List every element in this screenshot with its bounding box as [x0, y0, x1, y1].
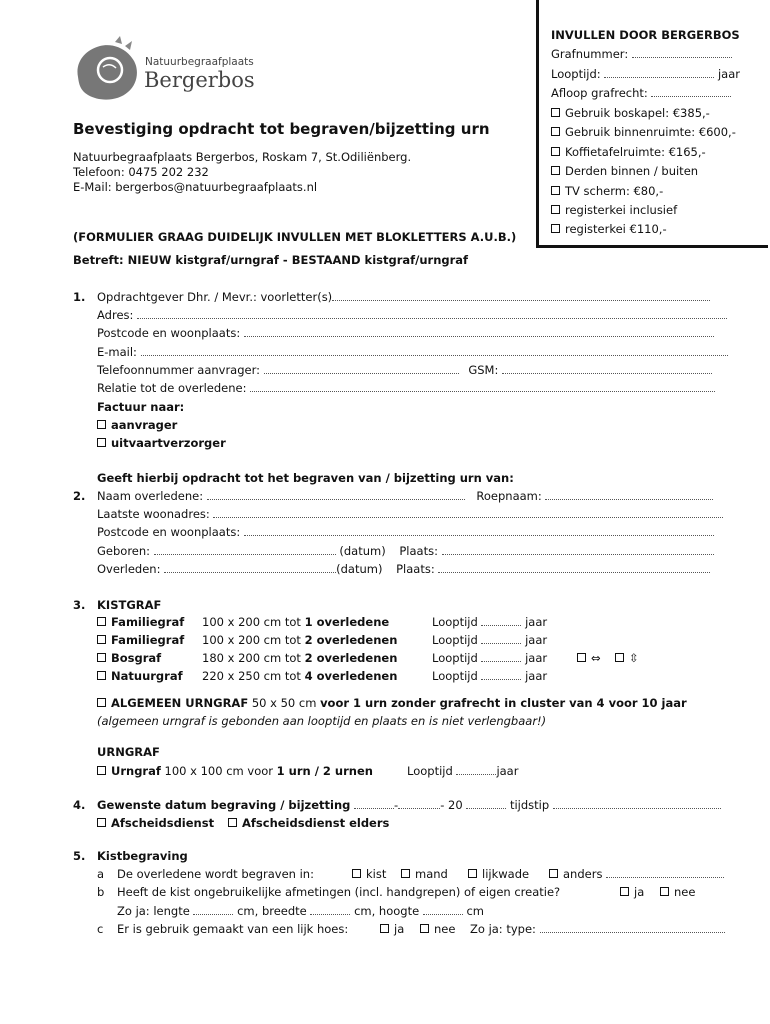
option-label: registerkei €110,- [565, 222, 667, 236]
kistgraf-option[interactable] [97, 649, 161, 667]
kistbegraving-title: Kistbegraving [97, 849, 188, 863]
datum-label: (datum) [339, 544, 386, 558]
grave-type-label: Familiegraf [111, 615, 185, 629]
looptijd-label: Looptijd [432, 615, 478, 629]
jaar-label: jaar [496, 764, 519, 778]
option-label: ja [394, 922, 405, 936]
postcode-label: Postcode en woonplaats: [97, 326, 241, 340]
checkbox[interactable] [551, 147, 560, 156]
opdrachtgever-label: Opdrachtgever Dhr. / Mevr.: voorletter(s) [97, 290, 333, 304]
grafnummer-field[interactable] [551, 45, 732, 63]
checkbox[interactable] [549, 869, 558, 878]
option-label: Afscheidsdienst elders [242, 816, 390, 830]
kist-option[interactable] [352, 865, 386, 883]
telefoon-field[interactable] [97, 361, 712, 379]
checkbox[interactable] [97, 671, 106, 680]
looptijd-field[interactable] [432, 649, 547, 667]
checkbox[interactable] [401, 869, 410, 878]
gsm-label: GSM: [468, 363, 499, 377]
option-label: Koffietafelruimte: €165,- [565, 145, 706, 159]
afscheidsdienst-elders-option[interactable] [228, 814, 389, 832]
section-2-number: 2. [73, 489, 86, 503]
org-phone: Telefoon: 0475 202 232 [73, 165, 209, 179]
relatie-field[interactable] [97, 379, 715, 397]
lijkhoes-ja-option[interactable] [380, 920, 404, 938]
date-separator: - [394, 798, 399, 812]
looptijd-label: Looptijd [432, 669, 478, 683]
lijkhoes-question: Er is gebruik gemaakt van een lijk hoes: [117, 922, 349, 936]
orientation-horizontal-option[interactable] [577, 649, 601, 667]
afmetingen-fields[interactable] [117, 902, 484, 920]
office-use-box [536, 0, 768, 248]
size-label: 100 x 200 cm tot [202, 615, 305, 629]
postcode-field[interactable] [97, 324, 714, 342]
urngraf-count: 1 urn / 2 urnen [276, 764, 373, 778]
naam-overledene-field[interactable] [97, 487, 713, 505]
opdrachtgever-field[interactable] [97, 288, 710, 306]
afmetingen-nee-option[interactable] [660, 883, 695, 901]
relatie-label: Relatie tot de overledene: [97, 381, 247, 395]
logo-emblem-icon [70, 32, 150, 110]
urngraf-size: 50 x 50 cm [248, 696, 321, 710]
count-label: 4 overledenen [304, 669, 398, 683]
algemeen-urngraf-note: (algemeen urngraf is gebonden aan looptijd en plaats en is niet verlengbaar!) [97, 714, 547, 728]
looptijd-field[interactable] [432, 667, 547, 685]
telefoon-label: Telefoonnummer aanvrager: [97, 363, 261, 377]
office-looptijd-field[interactable] [551, 65, 740, 83]
kistgraf-title: KISTGRAF [97, 598, 162, 612]
lijkhoes-type-field[interactable] [470, 920, 725, 938]
checkbox[interactable] [97, 635, 106, 644]
question-label: De overledene wordt begraven in: [117, 867, 314, 881]
kistgraf-option[interactable] [97, 613, 184, 631]
jaar-label: jaar [525, 651, 548, 665]
urngraf-option[interactable] [97, 762, 373, 780]
looptijd-field[interactable] [432, 613, 547, 631]
looptijd-label: Looptijd [432, 633, 478, 647]
postcode-overledene-field[interactable] [97, 523, 714, 541]
option-label: anders [563, 867, 603, 881]
checkbox[interactable] [97, 766, 106, 775]
option-label: Gebruik binnenruimte: €600,- [565, 125, 736, 139]
plaats-label: Plaats: [396, 562, 435, 576]
count-label: 1 overledene [304, 615, 390, 629]
checkbox[interactable] [380, 924, 389, 933]
factuur-label: Factuur naar: [97, 400, 185, 414]
checkbox[interactable] [660, 887, 669, 896]
kistgraf-option[interactable] [97, 667, 183, 685]
org-email: E-Mail: bergerbos@natuurbegraafplaats.nl [73, 180, 318, 194]
type-label: Zo ja: type: [470, 922, 536, 936]
cm-label: cm [466, 904, 485, 918]
option-label: kist [366, 867, 387, 881]
datum-label: (datum) [336, 562, 383, 576]
grafnummer-label: Grafnummer: [551, 47, 629, 61]
anders-option[interactable] [549, 865, 724, 883]
grave-type-label: Natuurgraf [111, 669, 183, 683]
urngraf-name: Urngraf [111, 764, 161, 778]
postcode-label: Postcode en woonplaats: [97, 525, 241, 539]
option-label: uitvaartverzorger [111, 436, 226, 450]
email-label: E-mail: [97, 345, 137, 359]
checkbox[interactable] [97, 420, 106, 429]
item-a-letter: a [97, 867, 105, 881]
size-label: 220 x 250 cm tot [202, 669, 305, 683]
office-box-title: INVULLEN DOOR BERGERBOS [551, 28, 740, 42]
item-b-letter: b [97, 885, 105, 899]
geboren-label: Geboren: [97, 544, 151, 558]
afmetingen-ja-option[interactable] [620, 883, 644, 901]
hoogte-label: cm, hoogte [354, 904, 420, 918]
lijkwade-option[interactable] [468, 865, 529, 883]
count-label: 2 overledenen [304, 633, 398, 647]
roepnaam-label: Roepnaam: [476, 489, 542, 503]
office-looptijd-label: Looptijd: [551, 67, 601, 81]
kistgraf-option[interactable] [97, 631, 184, 649]
option-label: mand [415, 867, 448, 881]
adres-field[interactable] [97, 306, 727, 324]
logo-subtitle: Natuurbegraafplaats [145, 56, 254, 68]
woonadres-field[interactable] [97, 505, 723, 523]
option-label: nee [434, 922, 456, 936]
breedte-label: cm, breedte [237, 904, 307, 918]
office-jaar-label: jaar [717, 67, 740, 81]
section-3-number: 3. [73, 598, 86, 612]
mand-option[interactable] [401, 865, 448, 883]
looptijd-field[interactable] [432, 631, 547, 649]
begraven-in-question [117, 865, 314, 883]
count-label: 2 overledenen [304, 651, 398, 665]
jaar-label: jaar [525, 633, 548, 647]
looptijd-label: Looptijd [432, 651, 478, 665]
option-label: registerkei inclusief [565, 203, 678, 217]
geboren-field[interactable] [97, 542, 714, 560]
option-label: Derden binnen / buiten [565, 164, 699, 178]
urngraf-title: URNGRAF [97, 745, 160, 759]
option-label: ja [634, 885, 645, 899]
checkbox[interactable] [468, 869, 477, 878]
checkbox[interactable] [97, 653, 106, 662]
plaats-label: Plaats: [399, 544, 438, 558]
jaar-label: jaar [525, 669, 548, 683]
org-address: Natuurbegraafplaats Bergerbos, Roskam 7, St.Odiliënberg. [73, 150, 412, 164]
looptijd-label: Looptijd [407, 764, 453, 778]
option-label: Afscheidsdienst [111, 816, 215, 830]
option-label: TV scherm: €80,- [565, 184, 664, 198]
lijkhoes-nee-option[interactable] [420, 920, 455, 938]
checkbox[interactable] [551, 205, 560, 214]
checkbox[interactable] [352, 869, 361, 878]
checkbox[interactable] [551, 127, 560, 136]
orientation-vertical-option[interactable] [615, 649, 639, 667]
section-5-number: 5. [73, 849, 86, 863]
grave-type-label: Bosgraf [111, 651, 162, 665]
item-c-letter: c [97, 922, 104, 936]
office-option[interactable] [551, 201, 677, 219]
vertical-arrow-icon: ⇳ [629, 651, 639, 665]
checkbox[interactable] [228, 818, 237, 827]
checkbox[interactable] [551, 186, 560, 195]
urngraf-description: voor 1 urn zonder grafrecht in cluster van 4 voor 10 jaar [320, 696, 687, 710]
size-label: 100 x 200 cm tot [202, 633, 305, 647]
logo-title: Bergerbos [144, 68, 255, 92]
afmetingen-question: Heeft de kist ongebruikelijke afmetingen (incl. handgrepen) of eigen creatie? [117, 885, 561, 899]
size-label: 180 x 200 cm tot [202, 651, 305, 665]
option-label: lijkwade [482, 867, 530, 881]
checkbox[interactable] [551, 108, 560, 117]
grave-size [202, 649, 397, 667]
year-prefix: - 20 [440, 798, 463, 812]
option-label: Gebruik boskapel: €385,- [565, 106, 710, 120]
page-title: Bevestiging opdracht tot begraven/bijzetting urn [73, 120, 490, 138]
option-label: aanvrager [111, 418, 178, 432]
tijdstip-label: tijdstip [509, 798, 550, 812]
section-4-number: 4. [73, 798, 86, 812]
urngraf-title: ALGEMEEN URNGRAF [111, 696, 249, 710]
adres-label: Adres: [97, 308, 134, 322]
jaar-label: jaar [525, 615, 548, 629]
afloop-label: Afloop grafrecht: [551, 86, 648, 100]
checkbox[interactable] [577, 653, 586, 662]
lengte-label: Zo ja: lengte [117, 904, 190, 918]
office-option[interactable] [551, 143, 706, 161]
grave-size [202, 613, 389, 631]
checkbox[interactable] [615, 653, 624, 662]
office-option[interactable] [551, 182, 663, 200]
checkbox[interactable] [97, 438, 106, 447]
overleden-label: Overleden: [97, 562, 161, 576]
checkbox[interactable] [551, 224, 560, 233]
urngraf-looptijd-field[interactable] [407, 762, 518, 780]
urngraf-size: 100 x 100 cm voor [160, 764, 277, 778]
office-option[interactable] [551, 104, 710, 122]
afscheidsdienst-option[interactable] [97, 814, 214, 832]
section-1-number: 1. [73, 290, 86, 304]
overleden-field[interactable] [97, 560, 710, 578]
datum-begraving-field[interactable] [97, 796, 721, 814]
factuur-uitvaartverzorger-option[interactable] [97, 434, 226, 452]
afloop-field[interactable] [551, 84, 731, 102]
checkbox[interactable] [97, 617, 106, 626]
naam-label: Naam overledene: [97, 489, 204, 503]
checkbox[interactable] [620, 887, 629, 896]
grave-size [202, 631, 397, 649]
office-option[interactable] [551, 220, 667, 238]
office-option[interactable] [551, 123, 736, 141]
checkbox[interactable] [97, 698, 106, 707]
email-field[interactable] [97, 343, 728, 361]
betreft-text: Betreft: NIEUW kistgraf/urngraf - BESTAAND kistgraf/urngraf [73, 253, 469, 267]
algemeen-urngraf-option[interactable] [97, 694, 687, 712]
section-2-intro: Geeft hierbij opdracht tot het begraven van / bijzetting urn van: [97, 471, 514, 485]
checkbox[interactable] [551, 166, 560, 175]
checkbox[interactable] [97, 818, 106, 827]
option-label: nee [674, 885, 696, 899]
woonadres-label: Laatste woonadres: [97, 507, 210, 521]
factuur-aanvrager-option[interactable] [97, 416, 177, 434]
checkbox[interactable] [420, 924, 429, 933]
horizontal-arrow-icon: ⇔ [591, 651, 601, 665]
grave-size [202, 667, 397, 685]
datum-begraving-label: Gewenste datum begraving / bijzetting [97, 798, 351, 812]
grave-type-label: Familiegraf [111, 633, 185, 647]
instruction-text: (FORMULIER GRAAG DUIDELIJK INVULLEN MET BLOKLETTERS A.U.B.) [73, 230, 517, 244]
office-option[interactable] [551, 162, 698, 180]
